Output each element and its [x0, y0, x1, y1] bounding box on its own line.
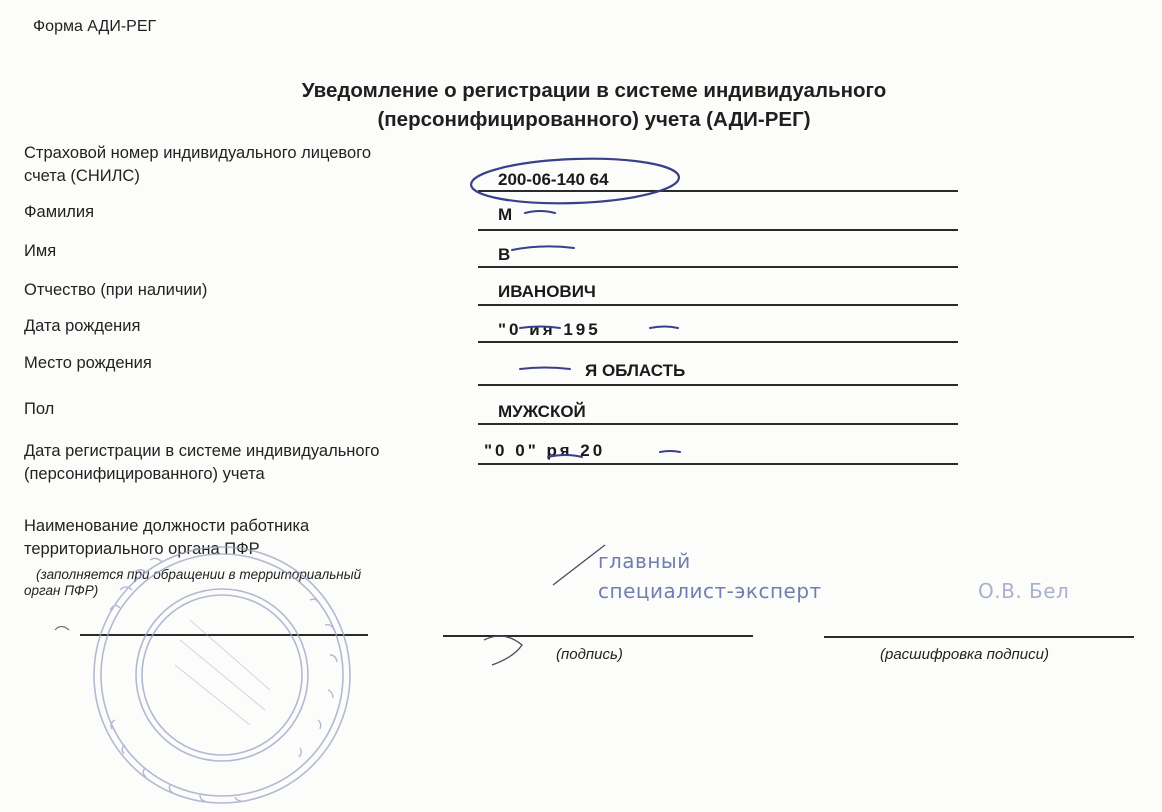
- birth-date-value: "0 ия 195: [498, 320, 601, 339]
- official-position-label-line1: Наименование должности работника: [24, 517, 310, 535]
- signature-decoding-caption: (расшифровка подписи): [880, 646, 1049, 663]
- snils-value: 200-06-140 64: [498, 170, 609, 189]
- birth-date-label: Дата рождения: [24, 317, 141, 335]
- official-position-label-line2: территориального органа ПФР: [24, 540, 260, 558]
- surname-label: Фамилия: [24, 203, 95, 221]
- name-label: Имя: [24, 242, 57, 260]
- surname-value: М: [498, 205, 513, 224]
- snils-label-line1: Страховой номер индивидуального лицевого: [24, 144, 372, 162]
- sex-label: Пол: [24, 400, 55, 418]
- registration-date-label-line1: Дата регистрации в системе индивидуального: [24, 442, 380, 460]
- official-stamp-position-line1: главный: [598, 549, 691, 573]
- birth-place-value: Я ОБЛАСТЬ: [585, 361, 686, 380]
- official-note-line2: орган ПФР): [24, 583, 99, 598]
- pen-circle-mark: [470, 155, 679, 206]
- signature-caption: (подпись): [556, 646, 623, 663]
- official-seal-icon: [94, 547, 350, 803]
- document-title-line2: (персонифицированного) учета (АДИ-РЕГ): [377, 108, 811, 131]
- patronymic-label: Отчество (при наличии): [24, 281, 208, 299]
- official-note-line1: (заполняется при обращении в территориальный: [36, 567, 362, 582]
- name-value: В: [498, 245, 511, 264]
- registration-date-label-line2: (персонифицированного) учета: [24, 465, 265, 483]
- registration-date-value: "0 0" ря 20: [484, 441, 606, 460]
- patronymic-value: ИВАНОВИЧ: [498, 282, 596, 301]
- birth-place-label: Место рождения: [24, 354, 152, 372]
- redaction-strokes: [512, 211, 680, 457]
- official-stamp-position-line2: специалист-эксперт: [598, 579, 822, 603]
- official-stamp-name: О.В. Бел: [978, 579, 1070, 603]
- document-title-line1: Уведомление о регистрации в системе индивидуального: [301, 79, 887, 102]
- sex-value: МУЖСКОЙ: [498, 402, 586, 421]
- snils-label-line2: счета (СНИЛС): [24, 167, 140, 185]
- form-code: Форма АДИ-РЕГ: [33, 18, 157, 35]
